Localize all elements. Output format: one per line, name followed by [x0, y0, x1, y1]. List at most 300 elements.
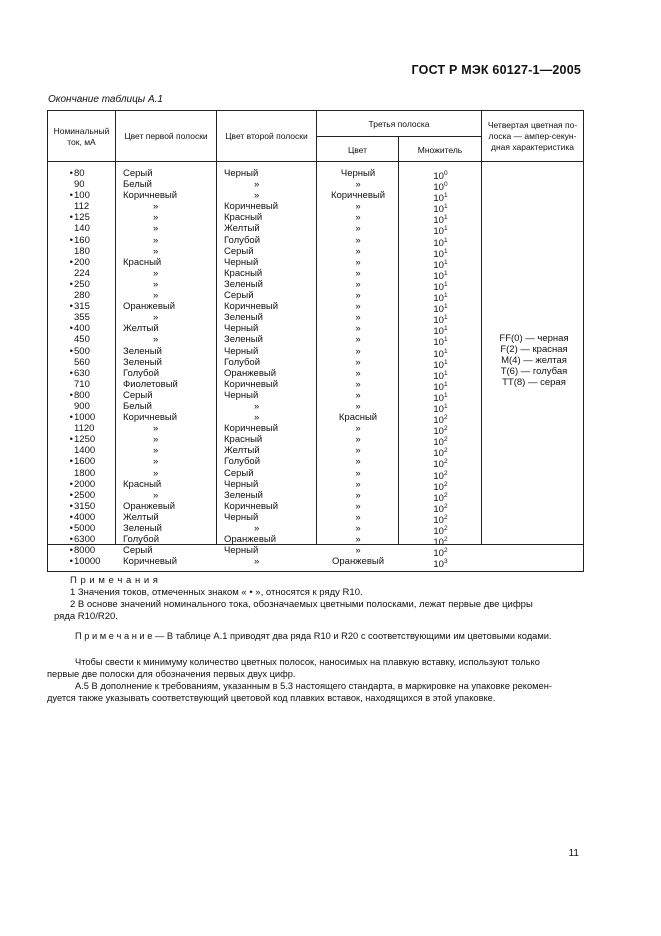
third-color-cell: » — [355, 334, 361, 346]
page-number: 11 — [568, 848, 579, 859]
multiplier-cell — [397, 468, 484, 482]
third-color-cell: » — [355, 523, 361, 534]
r10-marker: • — [69, 434, 73, 446]
header-third-color: Цвет — [347, 145, 368, 155]
table-row-nominal — [66, 456, 118, 467]
first-color-cell: Серый — [123, 168, 153, 179]
r10-marker: • — [69, 523, 73, 534]
multiplier-cell — [397, 368, 484, 382]
multiplier-exponent: 1 — [443, 358, 448, 366]
multiplier-base: 10 — [433, 237, 444, 249]
first-color-cell: » — [153, 245, 159, 257]
third-color-cell: » — [355, 434, 361, 446]
fourth-stripe-values — [484, 333, 584, 388]
table-row-nominal — [66, 556, 118, 567]
notes-title: П р и м е ч а н и я — [70, 575, 159, 586]
multiplier-base: 10 — [433, 337, 444, 349]
multiplier-base: 10 — [433, 537, 444, 549]
first-color-cell: » — [153, 456, 159, 468]
nominal-value: 5000 — [74, 523, 96, 534]
multiplier-base: 10 — [433, 426, 444, 438]
third-color-cell: » — [355, 267, 361, 279]
multiplier-base: 10 — [433, 481, 444, 493]
table-row-nominal — [66, 490, 118, 501]
fourth-value: T(6) — голубая — [500, 366, 568, 377]
nominal-value: 1600 — [74, 456, 96, 468]
multiplier-base: 10 — [433, 470, 444, 482]
first-color-column — [123, 168, 218, 567]
header-second-color: Цвет второй полоски — [225, 131, 308, 141]
third-color-cell: » — [355, 478, 361, 490]
nominal-value: 250 — [74, 278, 90, 290]
table-row-nominal — [66, 468, 118, 479]
nominal-value: 3150 — [74, 500, 96, 512]
multiplier-base: 10 — [433, 293, 444, 305]
header-third-multiplier: Множитель — [417, 145, 463, 155]
table-row-nominal — [66, 268, 118, 279]
second-color-column — [224, 168, 319, 567]
multiplier-exponent: 2 — [443, 525, 448, 532]
nominal-value: 1250 — [74, 434, 96, 446]
third-color-cell: » — [355, 489, 361, 501]
multiplier-cell — [397, 246, 484, 260]
third-color-cell: » — [355, 301, 361, 313]
multiplier-cell — [397, 223, 484, 238]
first-color-cell: Белый — [123, 400, 152, 412]
third-color-cell: » — [355, 256, 361, 268]
second-color-cell: Серый — [224, 467, 254, 479]
nominal-current-column — [66, 168, 118, 567]
nominal-value: 500 — [74, 345, 90, 357]
multiplier-cell — [397, 490, 484, 504]
table-row-nominal — [66, 168, 118, 179]
third-color-cell: » — [355, 467, 361, 479]
multiplier-exponent: 1 — [443, 369, 448, 377]
multiplier-cell — [397, 556, 484, 571]
multiplier-base: 10 — [433, 270, 444, 282]
multiplier-base: 10 — [433, 437, 444, 449]
multiplier-cell — [397, 190, 484, 205]
r10-marker: • — [69, 456, 73, 468]
paragraph-2-line-2: дуется также указывать соответствующий цветовой код плавких вставок, находящихся в этой упаковке. — [47, 693, 496, 703]
third-color-cell: Черный — [340, 168, 376, 179]
multiplier-exponent: 1 — [443, 314, 448, 322]
multiplier-exponent: 2 — [443, 536, 448, 544]
second-color-cell: Красный — [224, 267, 263, 279]
multiplier-cell — [397, 357, 484, 371]
fourth-value: M(4) — желтая — [501, 355, 567, 366]
first-color-cell: » — [153, 234, 159, 246]
third-color-cell: » — [355, 445, 361, 457]
multiplier-exponent: 0 — [443, 181, 448, 189]
table-row-nominal — [66, 257, 118, 268]
second-color-cell: Голубой — [224, 356, 261, 368]
third-color-cell: » — [355, 511, 361, 523]
multiplier-exponent: 1 — [443, 280, 448, 288]
first-color-cell: Красный — [123, 478, 162, 490]
third-color-cell: » — [355, 245, 361, 257]
first-color-cell: Голубой — [123, 534, 160, 546]
second-color-cell: Черный — [224, 545, 259, 557]
multiplier-cell — [397, 301, 484, 316]
table-row-nominal — [66, 246, 118, 257]
table-row-nominal — [66, 445, 118, 456]
multiplier-cell — [397, 434, 484, 449]
second-color-cell: » — [254, 179, 260, 191]
multiplier-base: 10 — [433, 559, 444, 571]
table-row-nominal — [66, 434, 118, 445]
table-row-nominal — [66, 423, 118, 434]
multiplier-base: 10 — [433, 370, 444, 382]
first-color-cell: » — [153, 489, 159, 501]
first-color-cell: Оранжевый — [123, 500, 176, 512]
multiplier-base: 10 — [433, 193, 444, 205]
first-color-cell: » — [153, 467, 159, 479]
first-color-cell: Зеленый — [123, 345, 162, 357]
r10-marker: • — [69, 389, 73, 401]
nominal-value: 1400 — [74, 445, 96, 457]
r10-marker: • — [69, 212, 73, 224]
multiplier-exponent: 2 — [443, 425, 448, 433]
first-color-cell: Зеленый — [123, 523, 162, 534]
multiplier-base: 10 — [433, 171, 444, 182]
nominal-value: 900 — [74, 400, 90, 412]
first-color-cell: » — [153, 290, 159, 302]
nominal-value: 630 — [74, 367, 90, 379]
multiplier-base: 10 — [433, 381, 444, 393]
nominal-value: 710 — [74, 378, 90, 390]
third-color-cell: » — [355, 500, 361, 512]
third-color-cell: » — [355, 234, 361, 246]
first-color-cell: » — [153, 312, 159, 324]
multiplier-base: 10 — [433, 403, 444, 415]
r10-marker: • — [69, 511, 73, 523]
second-color-cell: Черный — [224, 345, 259, 357]
multiplier-exponent: 1 — [443, 269, 448, 277]
second-color-cell: Черный — [224, 323, 259, 335]
third-color-cell: » — [355, 456, 361, 468]
multiplier-exponent: 2 — [443, 480, 448, 488]
multiplier-exponent: 3 — [443, 558, 448, 566]
table-row-nominal — [66, 501, 118, 512]
second-color-cell: » — [254, 190, 260, 202]
multiplier-base: 10 — [433, 359, 444, 371]
multiplier-cell — [397, 290, 484, 305]
second-color-cell: Черный — [224, 389, 259, 401]
table-row-nominal — [66, 346, 118, 357]
table-row-nominal — [66, 545, 118, 556]
multiplier-cell — [397, 379, 484, 393]
r10-marker: • — [69, 478, 73, 490]
third-color-cell: » — [355, 323, 361, 335]
multiplier-cell — [397, 512, 484, 526]
nominal-value: 1000 — [74, 412, 96, 424]
second-color-cell: Черный — [224, 256, 259, 268]
fourth-value: FF(0) — черная — [499, 333, 569, 344]
third-color-cell: » — [355, 423, 361, 435]
multiplier-cell — [397, 390, 484, 404]
multiplier-cell — [397, 268, 484, 282]
second-color-cell: Оранжевый — [224, 534, 277, 546]
note-1: 1 Значения токов, отмеченных знаком « • », относятся к ряду R10. — [70, 587, 363, 598]
third-color-cell: » — [355, 179, 361, 191]
multiplier-cell — [397, 323, 484, 338]
multiplier-cell — [397, 334, 484, 349]
second-color-cell: Красный — [224, 212, 263, 224]
first-color-cell: Коричневый — [123, 412, 178, 424]
r10-marker: • — [69, 412, 73, 424]
nominal-value: 400 — [74, 323, 90, 335]
second-color-cell: Черный — [224, 168, 259, 179]
document-id: ГОСТ Р МЭК 60127-1—2005 — [411, 63, 581, 77]
multiplier-cell — [397, 401, 484, 415]
second-color-cell: Желтый — [224, 223, 260, 235]
nominal-value: 224 — [74, 267, 90, 279]
multiplier-base: 10 — [433, 548, 444, 560]
table-row-nominal — [66, 368, 118, 379]
first-color-cell: Коричневый — [123, 556, 178, 568]
multiplier-exponent: 1 — [443, 214, 448, 222]
multiplier-cell — [397, 456, 484, 471]
second-color-cell: Зеленый — [224, 334, 263, 346]
fourth-value: F(2) — красная — [500, 344, 568, 355]
third-color-cell: » — [355, 312, 361, 324]
multiplier-exponent: 1 — [443, 325, 448, 333]
multiplier-exponent: 1 — [443, 258, 448, 266]
third-color-cell: » — [355, 389, 361, 401]
second-color-cell: Коричневый — [224, 423, 279, 435]
multiplier-exponent: 1 — [443, 380, 448, 388]
multiplier-base: 10 — [433, 204, 444, 216]
multiplier-base: 10 — [433, 226, 444, 238]
multiplier-cell — [397, 235, 484, 249]
nominal-value: 280 — [74, 290, 90, 302]
multiplier-base: 10 — [433, 281, 444, 293]
multiplier-cell — [397, 412, 484, 427]
multiplier-exponent: 1 — [443, 236, 448, 244]
multiplier-base: 10 — [433, 259, 444, 271]
multiplier-base: 10 — [433, 448, 444, 460]
nominal-value: 1120 — [74, 423, 95, 435]
r10-marker: • — [69, 301, 73, 313]
table-row-nominal — [66, 223, 118, 234]
multiplier-base: 10 — [433, 215, 444, 227]
multiplier-exponent: 1 — [443, 192, 448, 200]
nominal-value: 140 — [74, 223, 90, 235]
multiplier-cell — [397, 257, 484, 271]
table-row-nominal — [66, 479, 118, 490]
multiplier-base: 10 — [433, 526, 444, 537]
nominal-value: 10000 — [74, 556, 101, 568]
table-row-nominal — [66, 334, 118, 345]
nominal-value: 800 — [74, 389, 90, 401]
multiplier-base: 10 — [433, 348, 444, 360]
nominal-value: 100 — [74, 190, 90, 202]
table-row-nominal — [66, 401, 118, 412]
note-2-line-1: 2 В основе значений номинального тока, обозначаемых цветными полосками, лежат первые две цифры — [70, 599, 533, 610]
second-color-cell: Голубой — [224, 234, 261, 246]
multiplier-base: 10 — [433, 392, 444, 404]
nominal-value: 2500 — [74, 489, 96, 501]
multiplier-exponent: 2 — [443, 436, 448, 444]
first-color-cell: » — [153, 223, 159, 235]
multiplier-base: 10 — [433, 514, 444, 526]
header-first-color: Цвет первой полоски — [124, 131, 208, 141]
multiplier-exponent: 2 — [443, 458, 448, 466]
table-row-nominal — [66, 379, 118, 390]
multiplier-cell — [397, 201, 484, 216]
multiplier-cell — [397, 479, 484, 493]
nominal-value: 200 — [74, 256, 90, 268]
nominal-value: 90 — [74, 179, 85, 191]
table-row-nominal — [66, 312, 118, 323]
multiplier-exponent: 1 — [443, 225, 448, 233]
nominal-value: 160 — [74, 234, 90, 246]
nominal-value: 180 — [74, 245, 90, 257]
color-code-table — [47, 110, 584, 572]
third-color-cell: » — [355, 400, 361, 412]
second-color-cell: Голубой — [224, 456, 261, 468]
multiplier-exponent: 1 — [443, 292, 448, 300]
fourth-value: TT(8) — серая — [502, 377, 566, 388]
first-color-cell: Красный — [123, 256, 162, 268]
multiplier-column — [397, 168, 484, 571]
third-color-cell: Оранжевый — [331, 556, 385, 568]
second-color-cell: Желтый — [224, 445, 260, 457]
nominal-value: 6300 — [74, 534, 96, 546]
table-caption: Окончание таблицы А.1 — [48, 94, 163, 105]
r10-marker: • — [69, 190, 73, 202]
multiplier-base: 10 — [433, 459, 444, 471]
table-row-nominal — [66, 523, 118, 534]
multiplier-base: 10 — [433, 304, 444, 316]
multiplier-cell — [397, 212, 484, 227]
multiplier-cell — [397, 534, 484, 549]
third-color-column — [318, 168, 398, 567]
multiplier-exponent: 1 — [443, 347, 448, 355]
multiplier-exponent: 2 — [443, 547, 448, 555]
note-2-line-2: ряда R10/R20. — [54, 611, 118, 622]
multiplier-exponent: 1 — [443, 391, 448, 399]
second-color-cell: » — [254, 400, 260, 412]
second-color-cell: Коричневый — [224, 201, 279, 213]
table-row-nominal — [66, 179, 118, 190]
paragraph-2-line-1: А.5 В дополнение к требованиям, указанным в 5.3 настоящего стандарта, в маркировке на упаковке рекомен- — [75, 681, 552, 691]
nominal-value: 4000 — [74, 511, 96, 523]
third-color-cell: » — [355, 534, 361, 546]
first-color-cell: Желтый — [123, 323, 159, 335]
r10-marker: • — [69, 367, 73, 379]
header-nominal-current: Номинальный ток, мА — [53, 126, 110, 147]
multiplier-exponent: 1 — [443, 247, 448, 255]
multiplier-cell — [397, 501, 484, 515]
r10-marker: • — [69, 556, 73, 568]
first-color-cell: Серый — [123, 545, 153, 557]
table-row-nominal — [66, 390, 118, 401]
table-row-nominal — [66, 190, 118, 201]
multiplier-cell — [397, 545, 484, 560]
multiplier-cell — [397, 279, 484, 293]
second-color-cell: Коричневый — [224, 500, 279, 512]
third-color-cell: » — [355, 367, 361, 379]
multiplier-base: 10 — [433, 182, 444, 194]
r10-marker: • — [69, 545, 73, 557]
table-row-nominal — [66, 512, 118, 523]
nominal-value: 450 — [74, 334, 90, 346]
header-third-stripe: Третья полоска — [368, 119, 430, 129]
multiplier-cell — [397, 346, 484, 360]
multiplier-exponent: 0 — [443, 170, 448, 177]
third-color-cell: » — [355, 356, 361, 368]
multiplier-exponent: 1 — [443, 303, 448, 311]
table-row-nominal — [66, 290, 118, 301]
first-color-cell: Оранжевый — [123, 301, 176, 313]
first-color-cell: » — [153, 201, 159, 213]
second-color-cell: Серый — [224, 245, 254, 257]
second-color-cell: Коричневый — [224, 301, 279, 313]
first-color-cell: Желтый — [123, 511, 159, 523]
second-color-cell: Зеленый — [224, 489, 263, 501]
r10-marker: • — [69, 345, 73, 357]
nominal-value: 315 — [74, 301, 90, 313]
multiplier-exponent: 2 — [443, 491, 448, 499]
multiplier-exponent: 2 — [443, 513, 448, 521]
r10-marker: • — [69, 489, 73, 501]
first-color-cell: » — [153, 212, 159, 224]
table-row-nominal — [66, 279, 118, 290]
r10-marker: • — [69, 534, 73, 546]
multiplier-cell — [397, 312, 484, 327]
r10-marker: • — [69, 256, 73, 268]
first-color-cell: » — [153, 423, 159, 435]
multiplier-exponent: 2 — [443, 502, 448, 510]
first-color-cell: » — [153, 267, 159, 279]
first-color-cell: » — [153, 445, 159, 457]
nominal-value: 8000 — [74, 545, 96, 557]
table-row-nominal — [66, 301, 118, 312]
multiplier-exponent: 1 — [443, 203, 448, 211]
second-color-cell: Оранжевый — [224, 367, 277, 379]
second-color-cell: Коричневый — [224, 378, 279, 390]
paragraph-1-line-2: первые две полоски для обозначения первых двух цифр. — [47, 669, 296, 679]
third-color-cell: » — [355, 212, 361, 224]
nominal-value: 125 — [74, 212, 90, 224]
table-row-nominal — [66, 357, 118, 368]
third-color-cell: » — [355, 201, 361, 213]
second-color-cell: » — [254, 412, 260, 424]
multiplier-cell — [397, 423, 484, 438]
third-color-cell: » — [355, 223, 361, 235]
first-color-cell: » — [153, 434, 159, 446]
first-color-cell: Зеленый — [123, 356, 162, 368]
nominal-value: 560 — [74, 356, 90, 368]
r10-marker: • — [69, 168, 73, 179]
third-color-cell: » — [355, 545, 361, 557]
header-fourth-stripe: Четвертая цветная по- лоска — ампер-секун- дная характеристика — [487, 120, 578, 152]
second-color-cell: » — [254, 556, 260, 568]
second-color-cell: Серый — [224, 290, 254, 302]
third-color-cell: » — [355, 278, 361, 290]
nominal-value: 80 — [74, 168, 85, 179]
multiplier-exponent: 2 — [443, 414, 448, 422]
first-color-cell: Серый — [123, 389, 153, 401]
r10-marker: • — [69, 278, 73, 290]
first-color-cell: Фиолетовый — [123, 378, 178, 390]
multiplier-base: 10 — [433, 326, 444, 338]
third-color-cell: » — [355, 378, 361, 390]
r10-marker: • — [69, 234, 73, 246]
second-color-cell: » — [254, 523, 260, 534]
